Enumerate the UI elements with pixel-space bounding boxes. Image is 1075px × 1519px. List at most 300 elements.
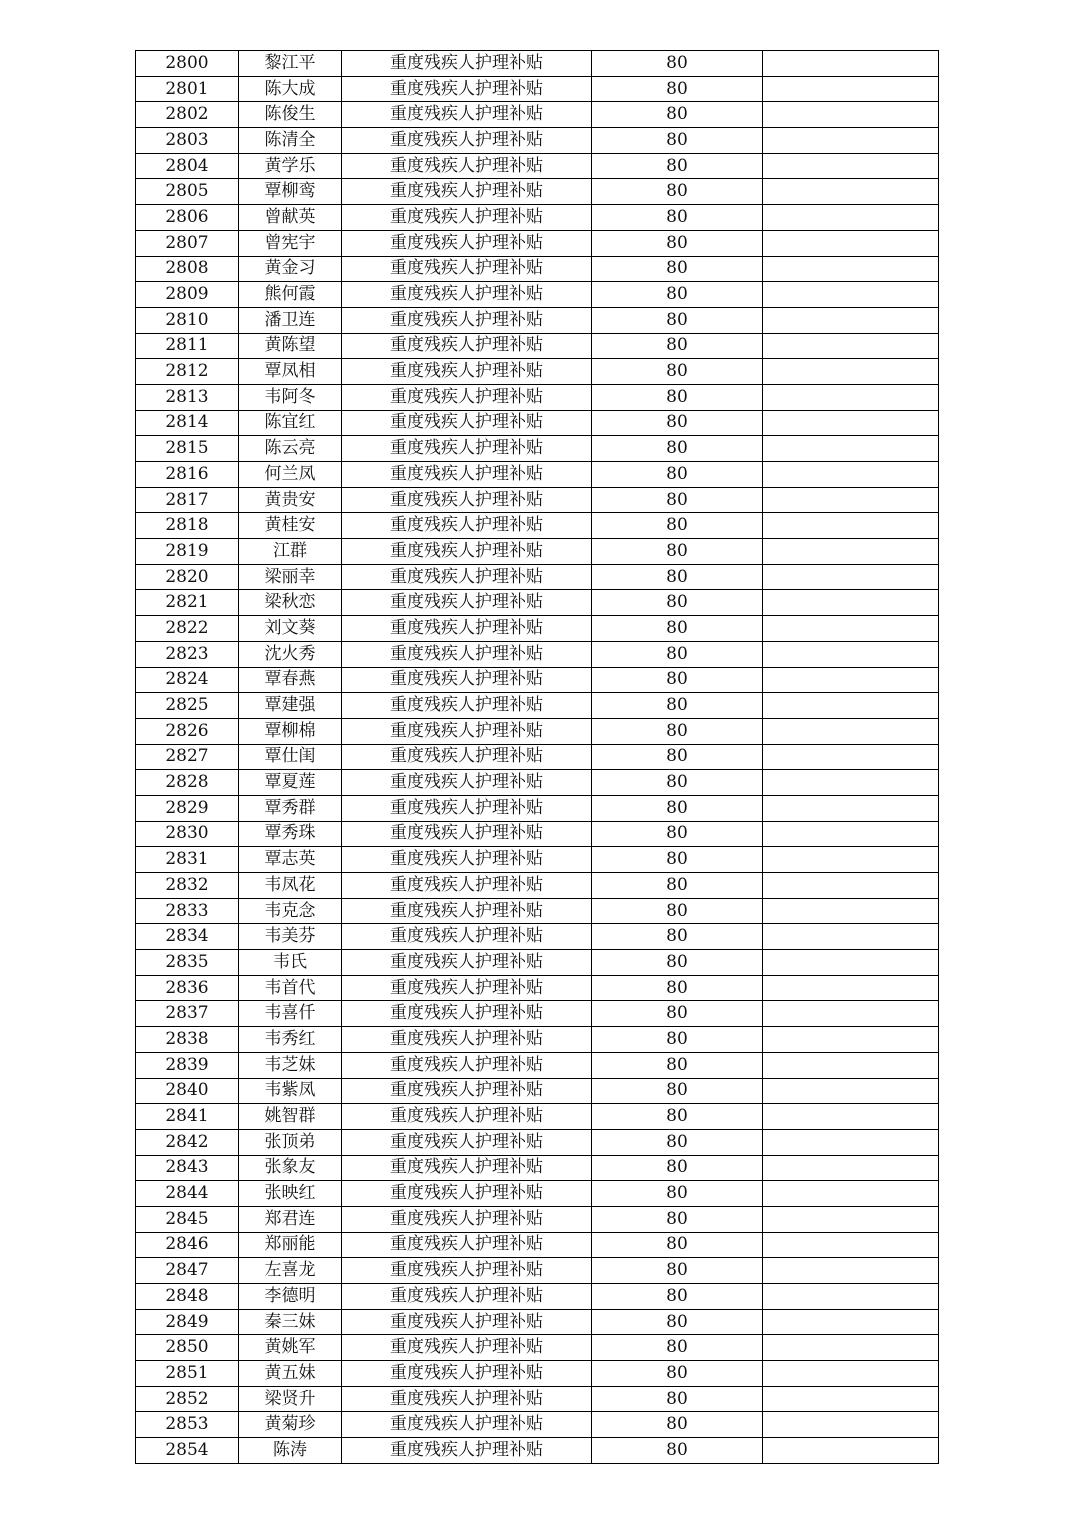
name-cell: 覃春燕 [239,667,342,693]
serial-number-cell: 2821 [136,590,239,616]
name-cell: 何兰凤 [239,462,342,488]
remark-cell [763,975,939,1001]
amount-cell: 80 [592,1155,763,1181]
subsidy-item-cell: 重度残疾人护理补贴 [342,1181,592,1207]
serial-number-cell: 2822 [136,616,239,642]
name-cell: 梁丽幸 [239,564,342,590]
remark-cell [763,1104,939,1130]
amount-cell: 80 [592,1232,763,1258]
remark-cell [763,873,939,899]
name-cell: 覃凤相 [239,359,342,385]
name-cell: 江群 [239,539,342,565]
table-row [136,282,939,308]
name-cell: 张顶弟 [239,1129,342,1155]
amount-cell: 80 [592,873,763,899]
amount-cell: 80 [592,975,763,1001]
serial-number-cell: 2801 [136,76,239,102]
amount-cell: 80 [592,1206,763,1232]
subsidy-item-cell: 重度残疾人护理补贴 [342,693,592,719]
serial-number-cell: 2824 [136,667,239,693]
amount-cell: 80 [592,384,763,410]
remark-cell [763,1412,939,1438]
amount-cell: 80 [592,282,763,308]
serial-number-cell: 2854 [136,1438,239,1464]
serial-number-cell: 2816 [136,462,239,488]
table-row [136,1129,939,1155]
subsidy-item-cell: 重度残疾人护理补贴 [342,513,592,539]
subsidy-item-cell: 重度残疾人护理补贴 [342,230,592,256]
subsidy-item-cell: 重度残疾人护理补贴 [342,128,592,154]
table-row [136,1412,939,1438]
remark-cell [763,1284,939,1310]
amount-cell: 80 [592,1361,763,1387]
subsidy-item-cell: 重度残疾人护理补贴 [342,102,592,128]
remark-cell [763,1232,939,1258]
remark-cell [763,307,939,333]
serial-number-cell: 2807 [136,230,239,256]
table-row [136,950,939,976]
table-row [136,1027,939,1053]
table-row [136,179,939,205]
remark-cell [763,102,939,128]
amount-cell: 80 [592,693,763,719]
remark-cell [763,795,939,821]
serial-number-cell: 2851 [136,1361,239,1387]
remark-cell [763,821,939,847]
remark-cell [763,1438,939,1464]
serial-number-cell: 2817 [136,487,239,513]
serial-number-cell: 2812 [136,359,239,385]
serial-number-cell: 2808 [136,256,239,282]
amount-cell: 80 [592,333,763,359]
name-cell: 覃秀群 [239,795,342,821]
amount-cell: 80 [592,1284,763,1310]
table-row [136,256,939,282]
name-cell: 张映红 [239,1181,342,1207]
remark-cell [763,847,939,873]
name-cell: 韦克念 [239,898,342,924]
name-cell: 韦美芬 [239,924,342,950]
name-cell: 陈清全 [239,128,342,154]
name-cell: 黄学乐 [239,153,342,179]
remark-cell [763,513,939,539]
serial-number-cell: 2827 [136,744,239,770]
name-cell: 黄桂安 [239,513,342,539]
subsidy-item-cell: 重度残疾人护理补贴 [342,153,592,179]
name-cell: 郑丽能 [239,1232,342,1258]
amount-cell: 80 [592,821,763,847]
remark-cell [763,1335,939,1361]
amount-cell: 80 [592,230,763,256]
serial-number-cell: 2838 [136,1027,239,1053]
name-cell: 覃建强 [239,693,342,719]
table-row [136,487,939,513]
serial-number-cell: 2823 [136,641,239,667]
name-cell: 覃秀珠 [239,821,342,847]
amount-cell: 80 [592,795,763,821]
subsidy-item-cell: 重度残疾人护理补贴 [342,1361,592,1387]
remark-cell [763,539,939,565]
remark-cell [763,333,939,359]
serial-number-cell: 2835 [136,950,239,976]
table-row [136,821,939,847]
remark-cell [763,641,939,667]
name-cell: 韦紫凤 [239,1078,342,1104]
serial-number-cell: 2818 [136,513,239,539]
name-cell: 覃柳棉 [239,718,342,744]
serial-number-cell: 2840 [136,1078,239,1104]
amount-cell: 80 [592,1412,763,1438]
remark-cell [763,1001,939,1027]
subsidy-item-cell: 重度残疾人护理补贴 [342,1386,592,1412]
remark-cell [763,1206,939,1232]
table-row [136,359,939,385]
amount-cell: 80 [592,462,763,488]
subsidy-item-cell: 重度残疾人护理补贴 [342,795,592,821]
serial-number-cell: 2837 [136,1001,239,1027]
subsidy-item-cell: 重度残疾人护理补贴 [342,487,592,513]
serial-number-cell: 2852 [136,1386,239,1412]
table-row [136,436,939,462]
amount-cell: 80 [592,590,763,616]
name-cell: 韦芝妹 [239,1052,342,1078]
amount-cell: 80 [592,76,763,102]
serial-number-cell: 2806 [136,205,239,231]
remark-cell [763,590,939,616]
serial-number-cell: 2836 [136,975,239,1001]
amount-cell: 80 [592,898,763,924]
table-row [136,1001,939,1027]
name-cell: 陈俊生 [239,102,342,128]
serial-number-cell: 2804 [136,153,239,179]
subsidy-item-cell: 重度残疾人护理补贴 [342,744,592,770]
subsidy-item-cell: 重度残疾人护理补贴 [342,76,592,102]
subsidy-item-cell: 重度残疾人护理补贴 [342,436,592,462]
remark-cell [763,359,939,385]
serial-number-cell: 2828 [136,770,239,796]
table-row [136,795,939,821]
remark-cell [763,898,939,924]
subsidy-item-cell: 重度残疾人护理补贴 [342,950,592,976]
table-row [136,847,939,873]
table-row [136,410,939,436]
subsidy-item-cell: 重度残疾人护理补贴 [342,1155,592,1181]
table-row [136,128,939,154]
subsidy-item-cell: 重度残疾人护理补贴 [342,641,592,667]
name-cell: 黄菊珍 [239,1412,342,1438]
table-row [136,564,939,590]
amount-cell: 80 [592,641,763,667]
table-row [136,51,939,77]
amount-cell: 80 [592,359,763,385]
table-row [136,975,939,1001]
subsidy-item-cell: 重度残疾人护理补贴 [342,1232,592,1258]
name-cell: 刘文葵 [239,616,342,642]
table-row [136,1078,939,1104]
remark-cell [763,667,939,693]
remark-cell [763,1181,939,1207]
name-cell: 熊何霞 [239,282,342,308]
table-row [136,1309,939,1335]
table-row [136,744,939,770]
serial-number-cell: 2810 [136,307,239,333]
name-cell: 郑君连 [239,1206,342,1232]
table-row [136,1284,939,1310]
subsidy-item-cell: 重度残疾人护理补贴 [342,1027,592,1053]
remark-cell [763,693,939,719]
name-cell: 黄金习 [239,256,342,282]
name-cell: 韦秀红 [239,1027,342,1053]
subsidy-item-cell: 重度残疾人护理补贴 [342,256,592,282]
name-cell: 沈火秀 [239,641,342,667]
subsidy-item-cell: 重度残疾人护理补贴 [342,975,592,1001]
name-cell: 梁秋恋 [239,590,342,616]
serial-number-cell: 2800 [136,51,239,77]
amount-cell: 80 [592,744,763,770]
table-row [136,1052,939,1078]
amount-cell: 80 [592,1104,763,1130]
amount-cell: 80 [592,616,763,642]
remark-cell [763,384,939,410]
table-row [136,898,939,924]
amount-cell: 80 [592,1181,763,1207]
table-row [136,667,939,693]
amount-cell: 80 [592,1027,763,1053]
serial-number-cell: 2819 [136,539,239,565]
serial-number-cell: 2833 [136,898,239,924]
remark-cell [763,564,939,590]
subsidy-item-cell: 重度残疾人护理补贴 [342,1258,592,1284]
serial-number-cell: 2829 [136,795,239,821]
subsidy-item-cell: 重度残疾人护理补贴 [342,333,592,359]
name-cell: 韦喜仟 [239,1001,342,1027]
name-cell: 秦三妹 [239,1309,342,1335]
amount-cell: 80 [592,539,763,565]
serial-number-cell: 2841 [136,1104,239,1130]
amount-cell: 80 [592,718,763,744]
subsidy-item-cell: 重度残疾人护理补贴 [342,1129,592,1155]
serial-number-cell: 2820 [136,564,239,590]
remark-cell [763,205,939,231]
amount-cell: 80 [592,1258,763,1284]
name-cell: 左喜龙 [239,1258,342,1284]
remark-cell [763,436,939,462]
serial-number-cell: 2846 [136,1232,239,1258]
remark-cell [763,1309,939,1335]
subsidy-item-cell: 重度残疾人护理补贴 [342,924,592,950]
name-cell: 黄姚军 [239,1335,342,1361]
subsidy-item-cell: 重度残疾人护理补贴 [342,307,592,333]
subsidy-item-cell: 重度残疾人护理补贴 [342,1078,592,1104]
amount-cell: 80 [592,102,763,128]
serial-number-cell: 2839 [136,1052,239,1078]
subsidy-item-cell: 重度残疾人护理补贴 [342,1438,592,1464]
amount-cell: 80 [592,487,763,513]
remark-cell [763,770,939,796]
name-cell: 韦氏 [239,950,342,976]
amount-cell: 80 [592,256,763,282]
amount-cell: 80 [592,847,763,873]
remark-cell [763,179,939,205]
serial-number-cell: 2853 [136,1412,239,1438]
serial-number-cell: 2803 [136,128,239,154]
amount-cell: 80 [592,51,763,77]
subsidy-item-cell: 重度残疾人护理补贴 [342,1206,592,1232]
name-cell: 覃志英 [239,847,342,873]
subsidy-item-cell: 重度残疾人护理补贴 [342,873,592,899]
subsidy-item-cell: 重度残疾人护理补贴 [342,1412,592,1438]
table-row [136,513,939,539]
serial-number-cell: 2813 [136,384,239,410]
table-row [136,1361,939,1387]
serial-number-cell: 2830 [136,821,239,847]
remark-cell [763,256,939,282]
table-row [136,153,939,179]
table-row [136,718,939,744]
remark-cell [763,1027,939,1053]
subsidy-item-cell: 重度残疾人护理补贴 [342,1309,592,1335]
remark-cell [763,282,939,308]
table-row [136,770,939,796]
serial-number-cell: 2850 [136,1335,239,1361]
subsidy-roster-table [135,50,939,1464]
remark-cell [763,462,939,488]
table-row [136,1438,939,1464]
subsidy-item-cell: 重度残疾人护理补贴 [342,1335,592,1361]
amount-cell: 80 [592,924,763,950]
table-row [136,1155,939,1181]
subsidy-item-cell: 重度残疾人护理补贴 [342,847,592,873]
table-row [136,1386,939,1412]
subsidy-item-cell: 重度残疾人护理补贴 [342,359,592,385]
serial-number-cell: 2802 [136,102,239,128]
serial-number-cell: 2845 [136,1206,239,1232]
remark-cell [763,1258,939,1284]
remark-cell [763,1361,939,1387]
table-row [136,205,939,231]
serial-number-cell: 2842 [136,1129,239,1155]
table-row [136,333,939,359]
subsidy-item-cell: 重度残疾人护理补贴 [342,667,592,693]
table-row [136,462,939,488]
serial-number-cell: 2849 [136,1309,239,1335]
name-cell: 覃夏莲 [239,770,342,796]
serial-number-cell: 2844 [136,1181,239,1207]
name-cell: 李德明 [239,1284,342,1310]
remark-cell [763,76,939,102]
table-row [136,1181,939,1207]
subsidy-item-cell: 重度残疾人护理补贴 [342,564,592,590]
serial-number-cell: 2831 [136,847,239,873]
name-cell: 梁贤升 [239,1386,342,1412]
table-row [136,1258,939,1284]
amount-cell: 80 [592,1078,763,1104]
serial-number-cell: 2826 [136,718,239,744]
table-row [136,693,939,719]
table-row [136,616,939,642]
remark-cell [763,51,939,77]
name-cell: 黄贵安 [239,487,342,513]
subsidy-item-cell: 重度残疾人护理补贴 [342,384,592,410]
name-cell: 黎江平 [239,51,342,77]
amount-cell: 80 [592,436,763,462]
subsidy-item-cell: 重度残疾人护理补贴 [342,1284,592,1310]
subsidy-item-cell: 重度残疾人护理补贴 [342,590,592,616]
amount-cell: 80 [592,179,763,205]
subsidy-item-cell: 重度残疾人护理补贴 [342,539,592,565]
table-row [136,1206,939,1232]
subsidy-item-cell: 重度残疾人护理补贴 [342,821,592,847]
serial-number-cell: 2811 [136,333,239,359]
name-cell: 陈云亮 [239,436,342,462]
table-row [136,307,939,333]
amount-cell: 80 [592,564,763,590]
name-cell: 黄五妹 [239,1361,342,1387]
name-cell: 黄陈望 [239,333,342,359]
amount-cell: 80 [592,153,763,179]
remark-cell [763,1052,939,1078]
amount-cell: 80 [592,1386,763,1412]
amount-cell: 80 [592,1129,763,1155]
remark-cell [763,230,939,256]
subsidy-item-cell: 重度残疾人护理补贴 [342,51,592,77]
amount-cell: 80 [592,307,763,333]
serial-number-cell: 2825 [136,693,239,719]
table-row [136,539,939,565]
remark-cell [763,128,939,154]
remark-cell [763,1129,939,1155]
name-cell: 陈大成 [239,76,342,102]
amount-cell: 80 [592,667,763,693]
table-row [136,76,939,102]
subsidy-item-cell: 重度残疾人护理补贴 [342,282,592,308]
table-row [136,641,939,667]
name-cell: 韦首代 [239,975,342,1001]
remark-cell [763,410,939,436]
subsidy-item-cell: 重度残疾人护理补贴 [342,1052,592,1078]
name-cell: 张象友 [239,1155,342,1181]
amount-cell: 80 [592,1052,763,1078]
serial-number-cell: 2834 [136,924,239,950]
remark-cell [763,1386,939,1412]
serial-number-cell: 2815 [136,436,239,462]
name-cell: 姚智群 [239,1104,342,1130]
subsidy-item-cell: 重度残疾人护理补贴 [342,1104,592,1130]
amount-cell: 80 [592,770,763,796]
serial-number-cell: 2847 [136,1258,239,1284]
table-row [136,924,939,950]
name-cell: 曾献英 [239,205,342,231]
serial-number-cell: 2848 [136,1284,239,1310]
subsidy-item-cell: 重度残疾人护理补贴 [342,205,592,231]
table-row [136,1104,939,1130]
remark-cell [763,616,939,642]
name-cell: 韦凤花 [239,873,342,899]
serial-number-cell: 2843 [136,1155,239,1181]
name-cell: 陈涛 [239,1438,342,1464]
amount-cell: 80 [592,1438,763,1464]
remark-cell [763,924,939,950]
name-cell: 覃柳鸾 [239,179,342,205]
name-cell: 曾宪宇 [239,230,342,256]
table-row [136,1335,939,1361]
remark-cell [763,1155,939,1181]
table-row [136,590,939,616]
name-cell: 陈宜红 [239,410,342,436]
name-cell: 覃仕闺 [239,744,342,770]
table-row [136,873,939,899]
remark-cell [763,153,939,179]
